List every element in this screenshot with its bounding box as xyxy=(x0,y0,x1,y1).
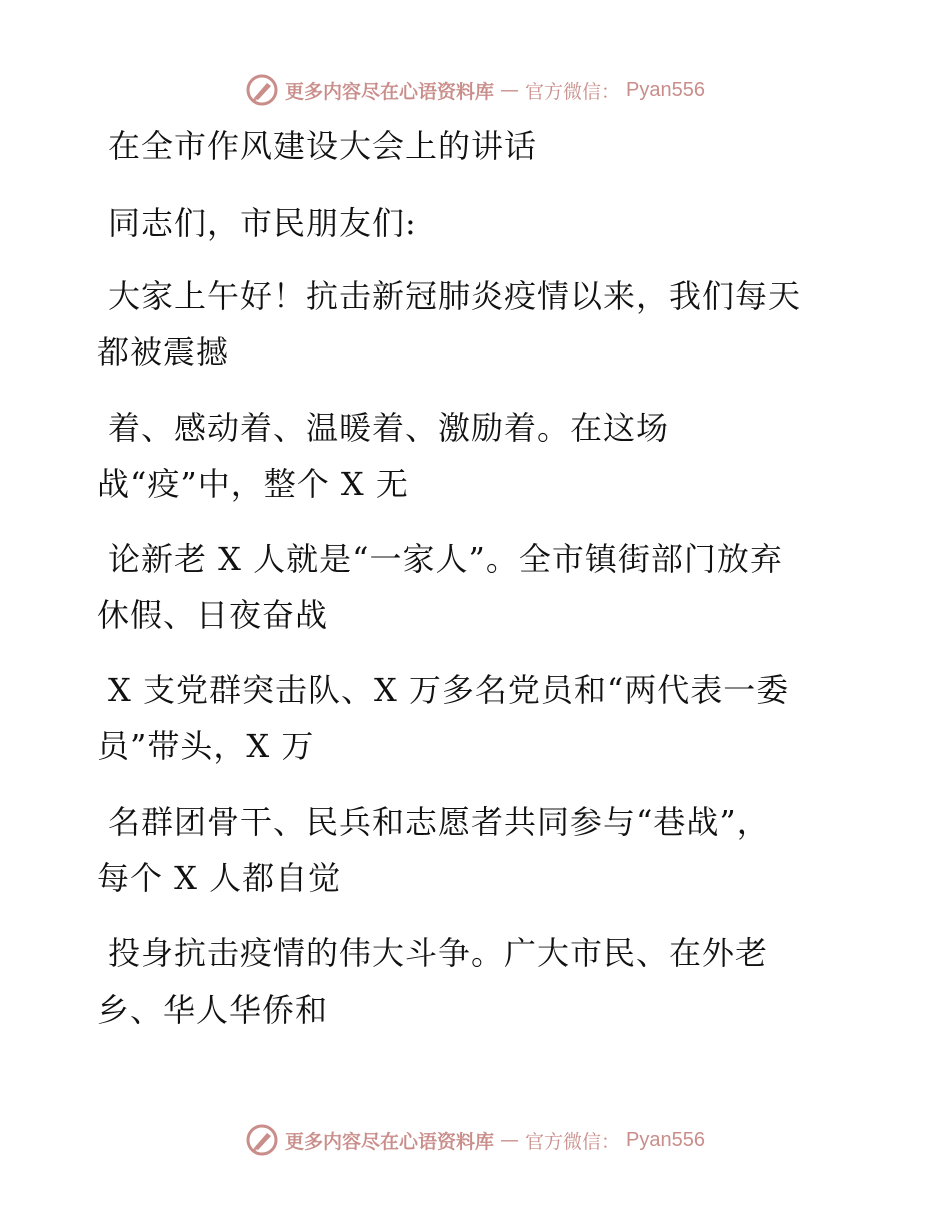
body-line: 乡、华人华侨和 xyxy=(97,991,329,1029)
body-line: 投身抗击疫情的伟大斗争。广大市民、在外老 xyxy=(108,934,769,972)
document-title: 在全市作风建设大会上的讲话 xyxy=(108,127,538,165)
watermark-wechat-label: 官方微信： xyxy=(525,80,621,103)
body-line: 休假、日夜奋战 xyxy=(97,596,329,634)
body-line: X 支党群突击队、X 万多名党员和“两代表一委 xyxy=(108,671,790,709)
body-line: 名群团骨干、民兵和志愿者共同参与“巷战”， xyxy=(108,803,770,841)
footer-watermark xyxy=(0,1120,950,1160)
body-line: 战“疫”中，整个 X 无 xyxy=(97,465,409,503)
watermark-site-text: 更多内容尽在心语资料库 xyxy=(285,1130,495,1153)
watermark-wechat-id: Pyan556 xyxy=(626,1128,705,1151)
watermark-separator: — xyxy=(500,79,520,101)
body-line: 着、感动着、温暖着、激励着。在这场 xyxy=(108,409,670,447)
body-line: 每个 X 人都自觉 xyxy=(97,859,342,897)
body-line: 大家上午好！抗击新冠肺炎疫情以来，我们每天 xyxy=(108,277,802,315)
body-line: 论新老 X 人就是“一家人”。全市镇街部门放弃 xyxy=(108,540,783,578)
body-line: 都被震撼 xyxy=(97,333,230,371)
watermark-site-text: 更多内容尽在心语资料库 xyxy=(285,80,495,103)
pen-logo-icon xyxy=(245,73,279,107)
watermark-wechat-label: 官方微信： xyxy=(525,1130,621,1153)
header-watermark xyxy=(0,70,950,110)
watermark-separator: — xyxy=(500,1129,520,1151)
body-line: 员”带头，X 万 xyxy=(97,727,315,765)
pen-logo-icon xyxy=(245,1123,279,1157)
watermark-wechat-id: Pyan556 xyxy=(626,78,705,101)
salutation-line: 同志们，市民朋友们: xyxy=(108,204,417,242)
